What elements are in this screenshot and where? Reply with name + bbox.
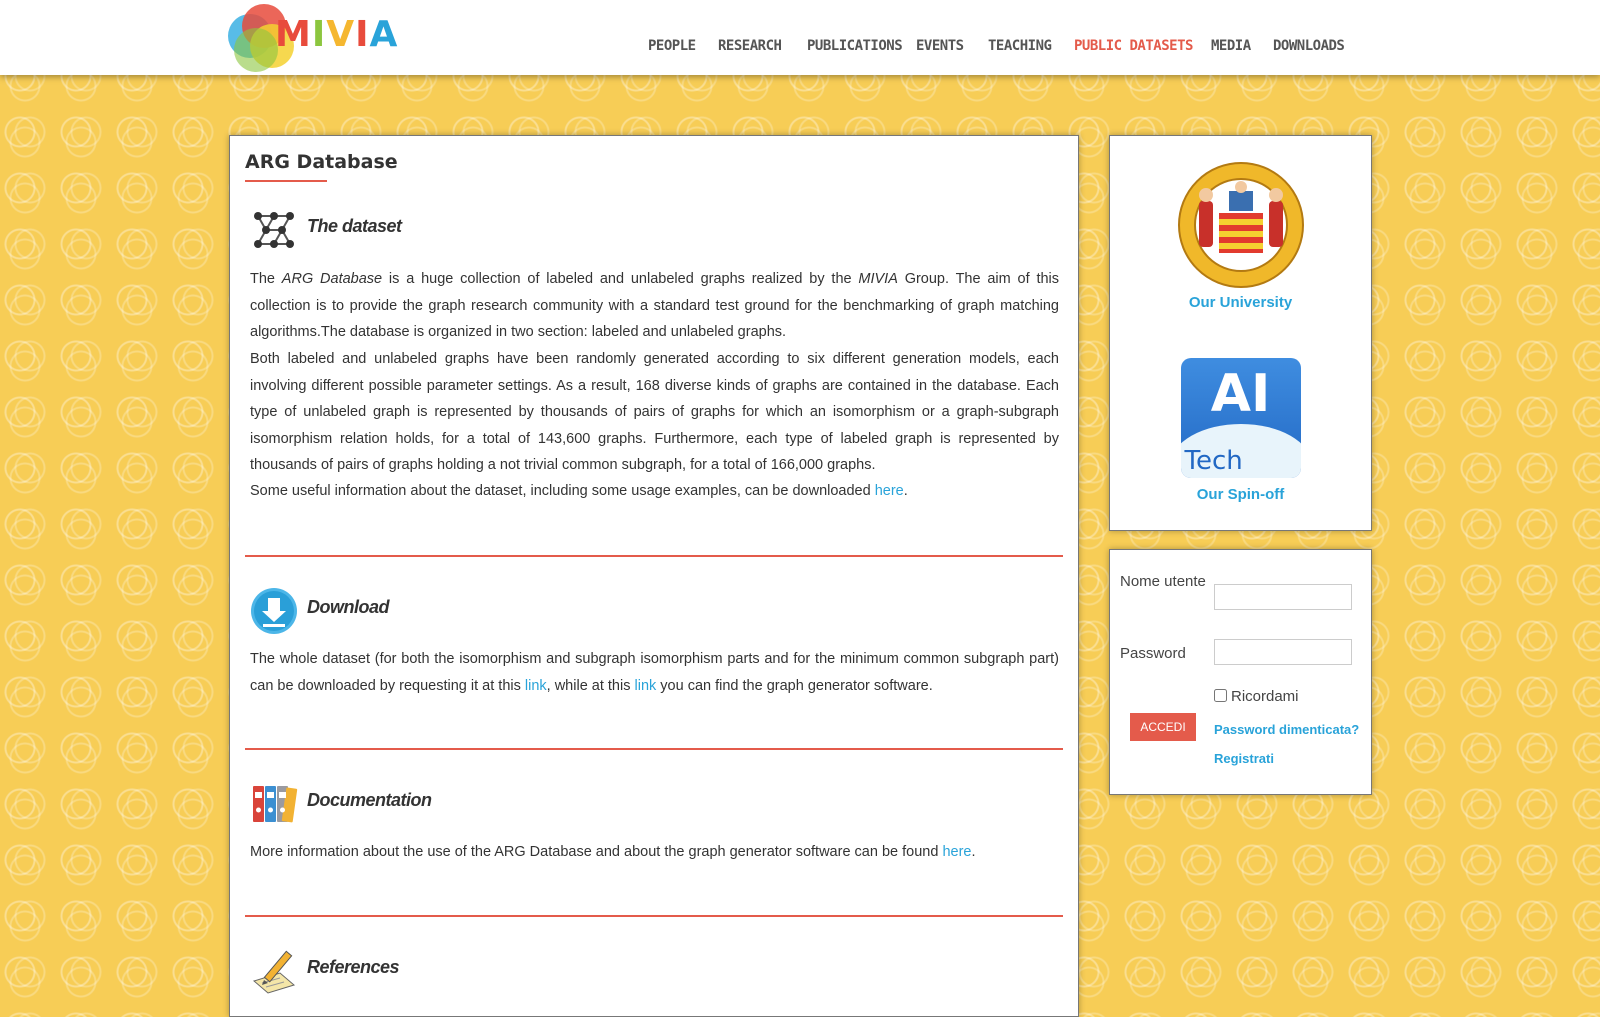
nav-media[interactable]: MEDIA bbox=[1211, 38, 1251, 54]
main-content-panel bbox=[229, 135, 1079, 1017]
download-icon bbox=[250, 587, 298, 635]
remember-checkbox[interactable] bbox=[1214, 689, 1227, 702]
section-heading: Download bbox=[307, 597, 389, 617]
spinoff-caption[interactable]: Our Spin-off bbox=[1196, 486, 1285, 503]
logo-letter: I bbox=[355, 14, 370, 55]
text: Group. The aim of this collection is to provide the graph research community with a standard test ground for the benchmarking of graph matching algorithms.The database is organized in two section: labeled and unlabeled graphs. bbox=[250, 271, 1060, 340]
section-divider bbox=[245, 748, 1063, 750]
nav-public-datasets[interactable]: PUBLIC DATASETS bbox=[1074, 38, 1193, 54]
dataset-info-link[interactable]: here bbox=[874, 483, 904, 499]
graph-network-icon bbox=[250, 206, 298, 254]
documentation-paragraph bbox=[250, 839, 1059, 866]
text: More information about the use of the ARG Database and about the graph generator software can be found bbox=[250, 844, 943, 860]
forgot-password-link[interactable]: Password dimenticata? bbox=[1214, 722, 1360, 737]
section-heading: References bbox=[307, 957, 400, 977]
nav-research[interactable]: RESEARCH bbox=[718, 38, 782, 54]
university-seal[interactable] bbox=[1177, 161, 1305, 289]
text: you can find the graph generator software. bbox=[656, 677, 933, 694]
text: . bbox=[903, 483, 908, 499]
nav-publications[interactable]: PUBLICATIONS bbox=[807, 38, 903, 54]
university-caption[interactable]: Our University bbox=[1188, 294, 1293, 311]
site-header bbox=[0, 0, 1600, 75]
logo-letter: A bbox=[369, 14, 399, 55]
remember-label: Ricordami bbox=[1231, 688, 1299, 705]
nav-downloads[interactable]: DOWNLOADS bbox=[1273, 38, 1345, 54]
generator-software-link[interactable]: link bbox=[634, 677, 657, 694]
binders-icon bbox=[250, 780, 298, 828]
username-field[interactable] bbox=[1214, 584, 1352, 610]
page-title: ARG Database bbox=[245, 151, 398, 173]
section-heading: Documentation bbox=[307, 790, 432, 810]
logo-text bbox=[275, 14, 398, 55]
login-button[interactable]: ACCEDI bbox=[1130, 713, 1196, 741]
text: Some useful information about the dataset, including some usage examples, can be downloaded bbox=[250, 483, 875, 499]
dataset-request-link[interactable]: link bbox=[524, 677, 547, 694]
remember-me[interactable] bbox=[1214, 688, 1299, 705]
aitech-logo-bottom: Tech bbox=[1184, 446, 1243, 476]
logo-letter: M bbox=[275, 14, 312, 55]
db-name: ARG Database bbox=[281, 271, 383, 287]
register-link[interactable]: Registrati bbox=[1214, 751, 1274, 766]
dataset-paragraph-3 bbox=[250, 478, 1059, 505]
download-paragraph bbox=[250, 646, 1059, 699]
section-divider bbox=[245, 915, 1063, 917]
pencil-paper-icon bbox=[250, 947, 298, 995]
nav-teaching[interactable]: TEACHING bbox=[988, 38, 1052, 54]
nav-people[interactable]: PEOPLE bbox=[648, 38, 696, 54]
text: The bbox=[250, 271, 282, 287]
logo-letter: V bbox=[326, 14, 356, 55]
aitech-logo[interactable] bbox=[1181, 358, 1301, 478]
section-divider bbox=[245, 555, 1063, 557]
username-label: Nome utente bbox=[1120, 573, 1206, 590]
nav-events[interactable]: EVENTS bbox=[916, 38, 964, 54]
dataset-paragraph-1 bbox=[250, 266, 1059, 346]
title-underline bbox=[245, 180, 327, 182]
text: is a huge collection of labeled and unlabeled graphs realized by the bbox=[382, 271, 859, 287]
logo-letter: I bbox=[311, 14, 327, 55]
group-name: MIVIA bbox=[858, 271, 898, 287]
aitech-logo-top: AI bbox=[1210, 364, 1271, 424]
affiliations-panel bbox=[1109, 135, 1372, 531]
text: The whole dataset (for both the isomorphism and subgraph isomorphism parts and for the minimum common subgraph part) can be downloaded by requesting it at this bbox=[250, 651, 1059, 694]
dataset-paragraph-2: Both labeled and unlabeled graphs have been randomly generated according to six different generation models, each involving different possible parameter settings. As a result, 168 diverse kinds of graphs are contained in the database. Each type of unlabeled graph is represented by thousands of pairs of graphs for which an isomorphism or a graph-subgraph isomorphism relation holds, for a total of 143,600 graphs. Furthermore, each type of labeled graph is represented by thousands of pairs of graphs holding a not trivial common subgraph, for a total of 166,000 graphs. bbox=[250, 351, 1059, 473]
password-field[interactable] bbox=[1214, 639, 1352, 665]
text: . bbox=[971, 844, 976, 860]
logo-circle-green bbox=[234, 28, 278, 72]
section-heading: The dataset bbox=[307, 216, 402, 236]
documentation-link[interactable]: here bbox=[942, 844, 972, 860]
password-label: Password bbox=[1120, 645, 1186, 662]
login-panel bbox=[1109, 549, 1372, 795]
text: , while at this bbox=[546, 677, 635, 694]
